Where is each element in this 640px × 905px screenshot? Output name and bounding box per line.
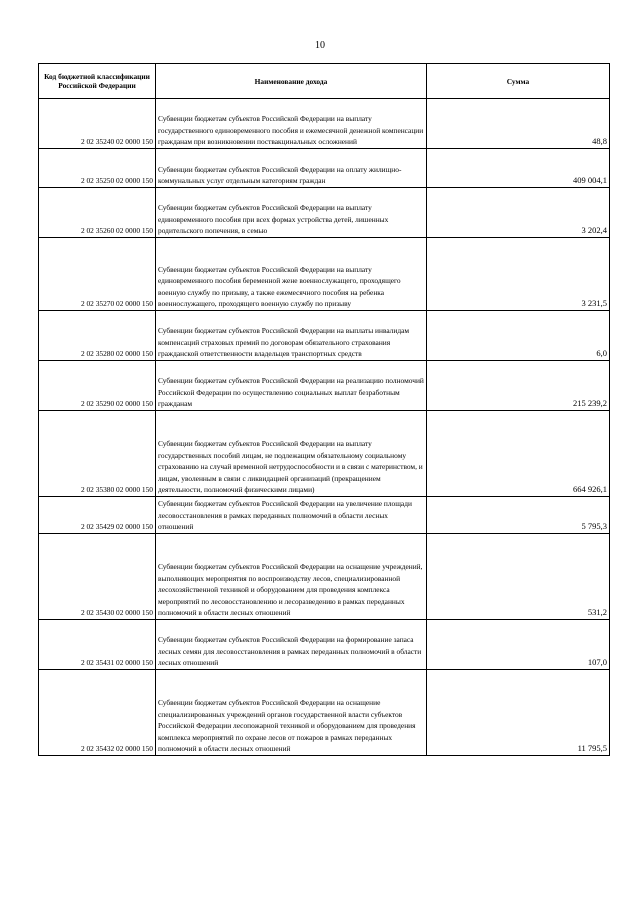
row-code: 2 02 35431 02 0000 150 — [39, 620, 156, 670]
row-sum: 48,8 — [427, 99, 610, 149]
row-name: Субвенции бюджетам субъектов Российской Федерации на выплаты инвалидам компенсаций страховых премий по договорам обязательного страхования гражданской ответственности владельцев транспортных средств — [156, 311, 427, 361]
row-code: 2 02 35430 02 0000 150 — [39, 534, 156, 620]
page-number: 10 — [315, 40, 325, 51]
row-code: 2 02 35380 02 0000 150 — [39, 411, 156, 497]
table-row — [39, 361, 610, 411]
row-name: Субвенции бюджетам субъектов Российской Федерации на выплату государственных пособий лицам, не подлежащим обязательному социальному страхованию на случай временной нетрудоспособности и в связи с материнством, и лицам, уволенным в связи с ликвидацией организаций (прекращением деятельности, полномочий физическими лицами) — [156, 411, 427, 497]
row-name: Субвенции бюджетам субъектов Российской Федерации на выплату государственного единовременного пособия и ежемесячной денежной компенсации гражданам при возникновении поствакцинальных осложнений — [156, 99, 427, 149]
row-name: Субвенции бюджетам субъектов Российской Федерации на выплату единовременного пособия беременной жене военнослужащего, проходящего военную службу по призыву, а также ежемесячного пособия на ребенка военнослужащего, проходящего военную службу по призыву — [156, 238, 427, 311]
row-code: 2 02 35240 02 0000 150 — [39, 99, 156, 149]
header-code: Код бюджетной классификации Российской Федерации — [39, 64, 156, 99]
row-code: 2 02 35429 02 0000 150 — [39, 497, 156, 534]
table-row — [39, 311, 610, 361]
row-sum: 3 231,5 — [427, 238, 610, 311]
row-name: Субвенции бюджетам субъектов Российской Федерации на оплату жилищно-коммунальных услуг отдельным категориям граждан — [156, 149, 427, 188]
row-code: 2 02 35250 02 0000 150 — [39, 149, 156, 188]
table-row — [39, 188, 610, 238]
table-row — [39, 99, 610, 149]
row-name: Субвенции бюджетам субъектов Российской Федерации на реализацию полномочий Российской Федерации по осуществлению социальных выплат безработным гражданам — [156, 361, 427, 411]
row-name: Субвенции бюджетам субъектов Российской Федерации на увеличение площади лесовосстановления в рамках переданных полномочий в области лесных отношений — [156, 497, 427, 534]
table-row — [39, 149, 610, 188]
row-code: 2 02 35280 02 0000 150 — [39, 311, 156, 361]
row-sum: 5 795,3 — [427, 497, 610, 534]
row-sum: 215 239,2 — [427, 361, 610, 411]
row-name: Субвенции бюджетам субъектов Российской Федерации на выплату единовременного пособия при всех формах устройства детей, лишенных родительского попечения, в семью — [156, 188, 427, 238]
table-header-row — [39, 64, 610, 99]
header-name: Наименование дохода — [156, 64, 427, 99]
header-sum: Сумма — [427, 64, 610, 99]
row-sum: 531,2 — [427, 534, 610, 620]
row-code: 2 02 35432 02 0000 150 — [39, 670, 156, 756]
row-name: Субвенции бюджетам субъектов Российской Федерации на оснащение специализированных учреждений органов государственной власти субъектов Российской Федерации лесопожарной техникой и оборудованием для проведения комплекса мероприятий по охране лесов от пожаров в рамках переданных полномочий в области лесных отношений — [156, 670, 427, 756]
row-name: Субвенции бюджетам субъектов Российской Федерации на формирование запаса лесных семян для лесовосстановления в рамках переданных полномочий в области лесных отношений — [156, 620, 427, 670]
row-sum: 11 795,5 — [427, 670, 610, 756]
table-row — [39, 620, 610, 670]
table-row — [39, 238, 610, 311]
row-sum: 409 004,1 — [427, 149, 610, 188]
revenue-table — [38, 63, 610, 756]
row-sum: 3 202,4 — [427, 188, 610, 238]
row-sum: 107,0 — [427, 620, 610, 670]
row-sum: 664 926,1 — [427, 411, 610, 497]
row-name: Субвенции бюджетам субъектов Российской Федерации на оснащение учреждений, выполняющих мероприятия по воспроизводству лесов, специализированной лесохозяйственной техникой и оборудованием для проведения комплекса мероприятий по лесовосстановлению и лесоразведению в рамках переданных полномочий в области лесных отношений — [156, 534, 427, 620]
table-row — [39, 497, 610, 534]
row-sum: 6,0 — [427, 311, 610, 361]
row-code: 2 02 35260 02 0000 150 — [39, 188, 156, 238]
table-row — [39, 411, 610, 497]
table-row — [39, 670, 610, 756]
row-code: 2 02 35270 02 0000 150 — [39, 238, 156, 311]
table-row — [39, 534, 610, 620]
row-code: 2 02 35290 02 0000 150 — [39, 361, 156, 411]
